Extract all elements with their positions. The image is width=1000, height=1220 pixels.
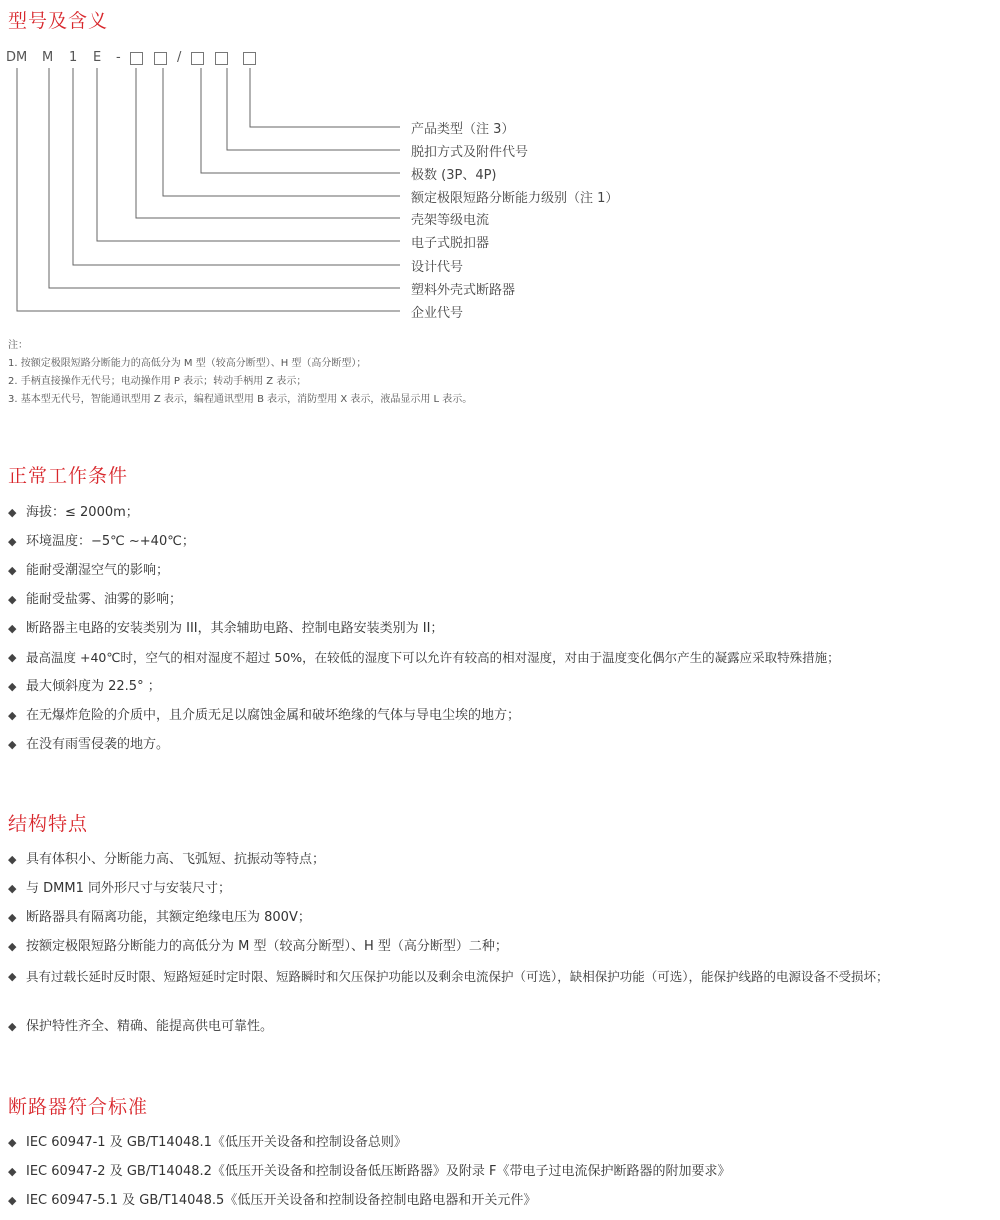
diamond-bullet-icon: ◆ [8,1165,17,1178]
code-dash: - [116,50,121,65]
list-item: ◆ 最高温度 +40℃时，空气的相对湿度不超过 50%，在较低的湿度下可以允许有较高的相对湿度，对由于温度变化偶尔产生的凝露应采取特殊措施； [8,648,840,677]
label-electronic-release: 电子式脱扣器 [411,236,490,251]
list-item: ◆ 最大倾斜度为 22.5° ； [8,677,840,706]
label-breaking-capacity: 额定极限短路分断能力级别（注 1） [411,191,619,206]
list-item: ◆ 在无爆炸危险的介质中，且介质无足以腐蚀金属和破坏绝缘的气体与导电尘埃的地方； [8,706,840,735]
code-m: M [42,50,54,65]
list-item: ◆ 按额定极限短路分断能力的高低分为 M 型（较高分断型）、H 型（高分断型）二种； [8,937,996,966]
list-item: ◆ 能耐受潮湿空气的影响； [8,561,840,590]
diamond-bullet-icon: ◆ [8,593,17,606]
list-item: ◆ 在没有雨雪侵袭的地方。 [8,735,840,764]
list-item: ◆ 断路器具有隔离功能，其额定绝缘电压为 800V； [8,908,996,937]
list-item: ◆ IEC 60947-5.1 及 GB/T14048.5《低压开关设备和控制设备控制电路电器和开关元件》 [8,1191,731,1220]
list-item: ◆ 保护特性齐全、精确、能提高供电可靠性。 [8,1017,996,1046]
label-trip-accessory-code: 脱扣方式及附件代号 [411,145,529,160]
section-title-structural-features: 结构特点 [8,813,89,835]
notes-heading: 注： [8,340,28,351]
diamond-bullet-icon: ◆ [8,1194,17,1207]
diamond-bullet-icon: ◆ [8,970,17,983]
note-2: 2. 手柄直接操作无代号；电动操作用 P 表示；转动手柄用 Z 表示； [8,376,307,387]
label-enterprise-code: 企业代号 [411,306,464,321]
diamond-bullet-icon: ◆ [8,1020,17,1033]
label-design-code: 设计代号 [411,260,464,275]
diamond-bullet-icon: ◆ [8,564,17,577]
diamond-bullet-icon: ◆ [8,738,17,751]
diamond-bullet-icon: ◆ [8,911,17,924]
model-code-tree-lines [0,60,430,320]
list-item: ◆ 环境温度：−5℃ ~+40℃； [8,532,840,561]
notes [8,337,472,409]
list-item: ◆ IEC 60947-2 及 GB/T14048.2《低压开关设备和控制设备低压断路器》及附录 F《带电子过电流保护断路器的附加要求》 [8,1162,731,1191]
code-slash: / [177,50,182,65]
note-1: 1. 按额定极限短路分断能力的高低分为 M 型（较高分断型）、H 型（高分断型）； [8,358,367,369]
list-item: ◆ 与 DMM1 同外形尺寸与安装尺寸； [8,879,996,908]
standards-list [8,1133,731,1220]
diamond-bullet-icon: ◆ [8,709,17,722]
structural-features-list [8,850,996,1046]
list-item: ◆ 具有体积小、分断能力高、飞弧短、抗振动等特点； [8,850,996,879]
list-item: ◆ IEC 60947-1 及 GB/T14048.1《低压开关设备和控制设备总则》 [8,1133,731,1162]
label-product-type: 产品类型（注 3） [411,122,515,137]
diamond-bullet-icon: ◆ [8,506,17,519]
code-dm: DM [6,50,28,65]
diamond-bullet-icon: ◆ [8,940,17,953]
note-3: 3. 基本型无代号，智能通讯型用 Z 表示，编程通讯型用 B 表示，消防型用 X 表示，液晶显示用 L 表示。 [8,394,473,405]
code-e: E [93,50,102,65]
diamond-bullet-icon: ◆ [8,680,17,693]
working-conditions-list [8,503,840,764]
list-item: ◆ 断路器主电路的安装类别为 III，其余辅助电路、控制电路安装类别为 II； [8,619,840,648]
diamond-bullet-icon: ◆ [8,853,17,866]
section-title-working-conditions: 正常工作条件 [8,465,129,487]
diamond-bullet-icon: ◆ [8,882,17,895]
section-title-model-meaning: 型号及含义 [8,10,109,32]
list-item: ◆ 海拔：≤ 2000m； [8,503,840,532]
diamond-bullet-icon: ◆ [8,622,17,635]
section-title-standards: 断路器符合标准 [8,1096,149,1118]
code-1: 1 [69,50,78,65]
diamond-bullet-icon: ◆ [8,1136,17,1149]
diamond-bullet-icon: ◆ [8,535,17,548]
diamond-bullet-icon: ◆ [8,651,17,664]
label-poles: 极数 (3P、4P) [411,168,497,183]
list-item: ◆ 能耐受盐雾、油雾的影响； [8,590,840,619]
label-frame-current: 壳架等级电流 [411,213,490,228]
list-item: ◆ 具有过载长延时反时限、短路短延时定时限、短路瞬时和欠压保护功能以及剩余电流保护（可选），缺相保护功能（可选），能保护线路的电源设备不受损坏； [8,966,996,1017]
label-mccb: 塑料外壳式断路器 [411,283,516,298]
